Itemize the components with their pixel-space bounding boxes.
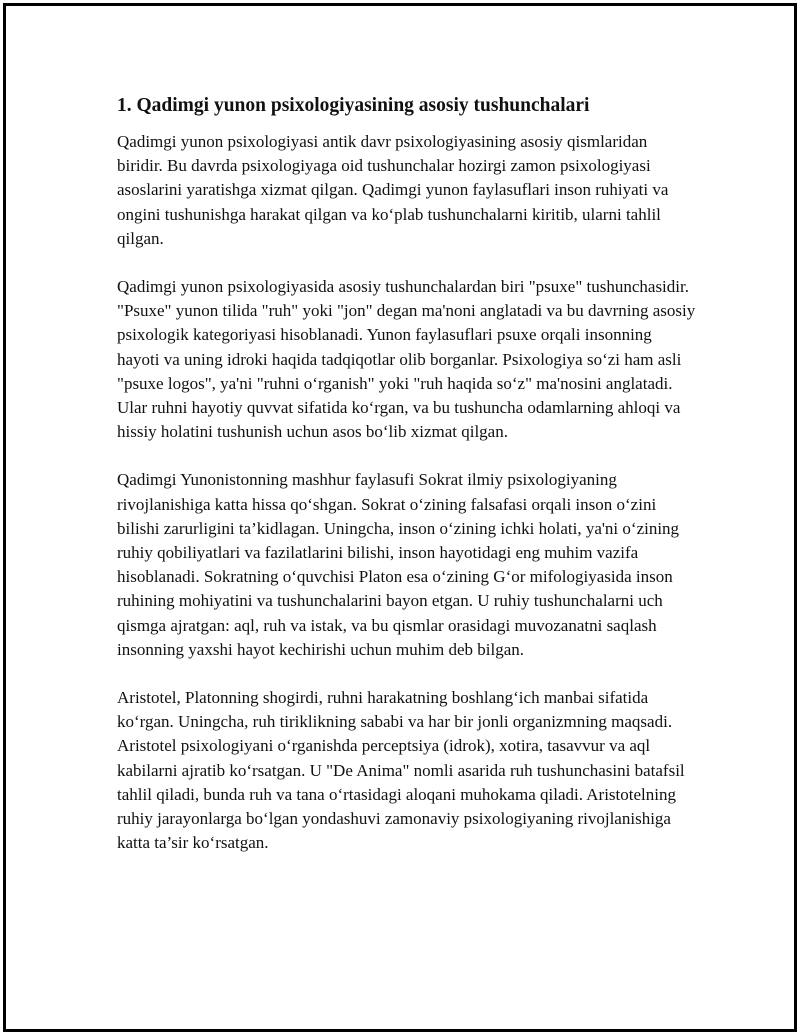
paragraph-sokrat-platon: Qadimgi Yunonistonning mashhur faylasufi Sokrat ilmiy psixologiyaning rivojlanishiga katta hissa qoʻshgan. Sokrat oʻzining falsafasi orqali inson oʻzini bilishi zarurligini ta’kidlagan. Uningcha, inson oʻzining ichki holati, ya'ni oʻzining ruhiy qobiliyatlari va fazilatlarini bilishi, inson hayotidagi eng muhim vazifa hisoblanadi. Sokratning oʻquvchisi Platon esa oʻzining Gʻor mifologiyasida inson ruhining mohiyatini va tushunchalarini bayon etgan. U ruhiy tushunchalarni uch qismga ajratgan: aql, ruh va istak, va bu qismlar orasidagi muvozanatni saqlash insonning yaxshi hayot kechirishi uchun muhim deb bilgan. xyxy=(117,470,680,659)
paragraph-intro: Qadimgi yunon psixologiyasi antik davr psixologiyasining asosiy qismlaridan biridir. Bu davrda psixologiyaga oid tushunchalar hozirgi zamon psixologiyasi asoslarini yaratishga xizmat qilgan. Qadimgi yunon faylasuflari inson ruhiyati va ongini tushunishga harakat qilgan va koʻplab tushunchalarni kiritib, ularni tahlil qilgan. xyxy=(117,132,669,248)
paragraph-aristotel: Aristotel, Platonning shogirdi, ruhni harakatning boshlangʻich manbai sifatida koʻrgan. Uningcha, ruh tiriklikning sababi va har bir jonli organizmning maqsadi. Aristotel psixologiyani oʻrganishda perceptsiya (idrok), xotira, tasavvur va aql kabilarni ajratib koʻrsatgan. U "De Anima" nomli asarida ruh tushunchasini batafsil tahlil qiladi, bunda ruh va tana oʻrtasidagi aloqani muhokama qiladi. Aristotelning ruhiy jarayonlarga boʻlgan yondashuvi zamonaviy psixologiyaning rivojlanishiga katta ta’sir koʻrsatgan. xyxy=(117,688,685,853)
document-body xyxy=(117,92,697,879)
section-heading: 1. Qadimgi yunon psixologiyasining asosiy tushunchalari xyxy=(117,95,590,116)
paragraph-psuxe: Qadimgi yunon psixologiyasida asosiy tushunchalardan biri "psuxe" tushunchasidir. "Psuxe" yunon tilida "ruh" yoki "jon" degan ma'noni anglatadi va bu davrning asosiy psixologik kategoriyasi hisoblanadi. Yunon faylasuflari psuxe orqali insonning hayoti va uning idroki haqida tadqiqotlar olib borganlar. Psixologiya soʻzi ham asli "psuxe logos", ya'ni "ruhni oʻrganish" yoki "ruh haqida soʻz" ma'nosini anglatadi. Ular ruhni hayotiy quvvat sifatida koʻrgan, va bu tushuncha odamlarning ahloqi va hissiy holatini tushunish uchun asos boʻlib xizmat qilgan. xyxy=(117,277,696,442)
